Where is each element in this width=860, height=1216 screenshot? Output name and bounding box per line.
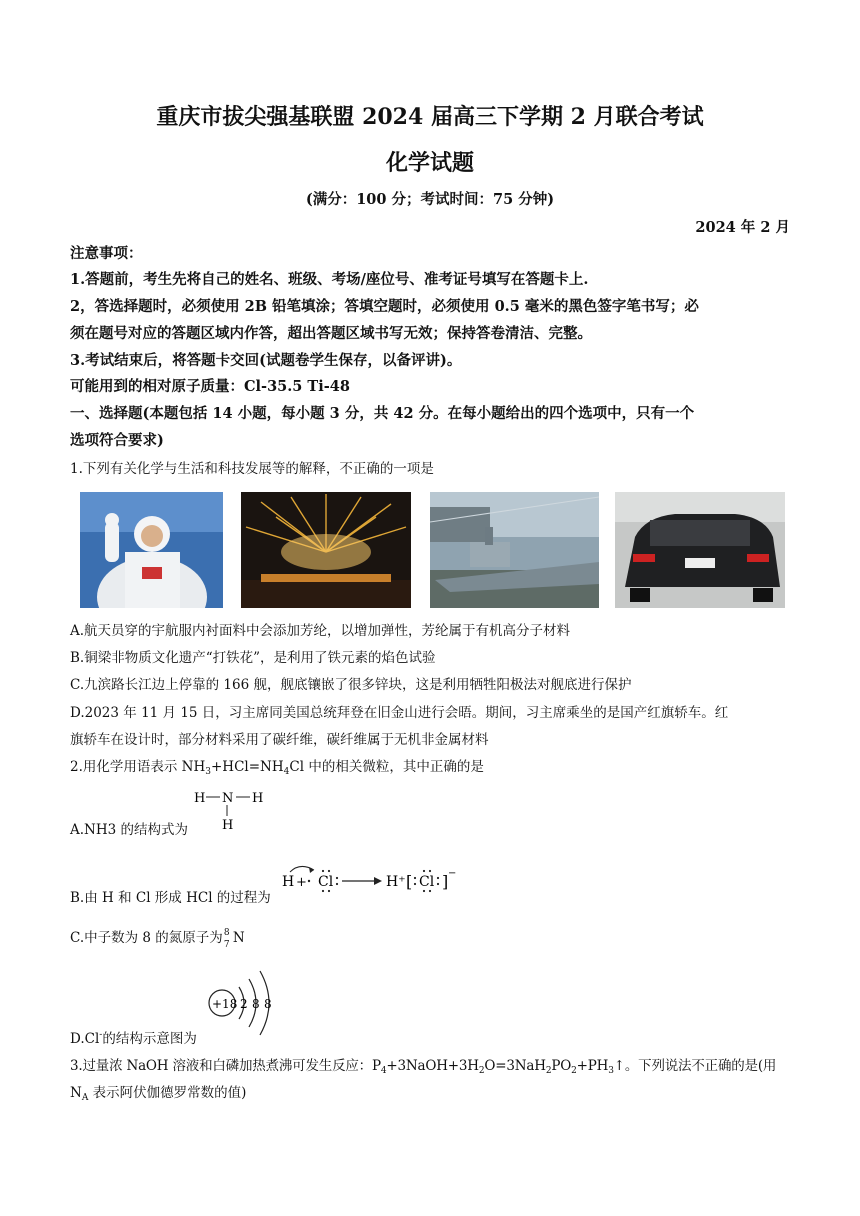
svg-text:[: [: [406, 872, 413, 891]
svg-text:Cl: Cl: [419, 874, 435, 890]
warship-photo: [430, 492, 599, 608]
exam-meta: (满分：100 分；考试时间：75 分钟): [305, 191, 555, 208]
q1-option-b: B.铜梁非物质文化遗产“打铁花”，是利用了铁元素的焰色试验: [70, 650, 436, 666]
section-1-line-1: 一、选择题(本题包括 14 小题，每小题 3 分，共 42 分。在每小题给出的四个选项中，只有一个: [70, 405, 695, 422]
q1-option-c: C.九滨路长江边上停靠的 166 舰，舰底镶嵌了很多锌块，这是利用牺牲阳极法对舰底进行保护: [70, 677, 632, 693]
svg-text:H: H: [222, 818, 234, 833]
q3-stem-line-2: $N_A$ 表示阿伏伽德罗常数的值): [70, 1085, 247, 1103]
svg-text:8: 8: [252, 997, 260, 1011]
astronaut-photo: [80, 492, 223, 608]
section-1-line-2: 选项符合要求): [70, 432, 164, 449]
svg-text:]: ]: [442, 872, 449, 891]
q2-option-a: A.NH3 的结构式为: [70, 822, 189, 838]
q2-option-c: C.中子数为 8 的氮原子为 8 7 N: [70, 928, 245, 950]
q2-option-d: D.Cl-的结构示意图为: [70, 1030, 197, 1047]
svg-text:Cl: Cl: [318, 874, 334, 890]
svg-text:H: H: [282, 874, 295, 890]
svg-text:H⁺: H⁺: [386, 874, 406, 890]
note-item-2-line-1: 2，答选择题时，必须使用 2B 铅笔填涂；答填空题时，必须使用 0.5 毫米的黑色签字笔书写；必: [70, 298, 699, 315]
svg-text:2: 2: [240, 997, 248, 1011]
note-item-2-line-2: 须在题号对应的答题区域内作答，超出答题区域书写无效；保持答卷清洁、完整。: [70, 325, 592, 342]
exam-date: 2024 年 2 月: [695, 219, 790, 236]
q1-option-a: A.航天员穿的宇航服内衬面料中会添加芳纶，以增加弹性，芳纶属于有机高分子材料: [70, 623, 571, 639]
q1-stem: 1.下列有关化学与生活和科技发展等的解释，不正确的一项是: [70, 461, 434, 477]
subject-title: 化学试题: [385, 150, 474, 176]
q2-stem: 2.用化学用语表示 $NH_3+HCl=NH_4Cl$ 中的相关微粒，其中正确的是: [70, 759, 484, 777]
atomic-mass-line: 可能用到的相对原子质量：Cl-35.5 Ti-48: [70, 378, 350, 395]
q1-photo-row: [80, 492, 785, 608]
svg-text:+18: +18: [212, 997, 238, 1011]
q1-option-d-line-2: 旗轿车在设计时，部分材料采用了碳纤维，碳纤维属于无机非金属材料: [70, 732, 489, 748]
svg-text:H: H: [194, 791, 206, 806]
svg-text:−: −: [448, 868, 457, 879]
notes-heading: 注意事项：: [70, 245, 143, 262]
note-item-3: 3.考试结束后，将答题卡交回(试题卷学生保存，以备评讲)。: [70, 352, 462, 369]
car-photo: [615, 492, 785, 608]
q1-option-d-line-1: D.2023 年 11 月 15 日，习主席同美国总统拜登在旧金山进行会晤。期间，习主席乘坐的是国产红旗轿车。红: [70, 705, 729, 721]
svg-text:N: N: [222, 791, 234, 806]
fireworks-photo: [241, 492, 411, 608]
note-item-1: 1.答题前，考生先将自己的姓名、班级、考场/座位号、准考证号填写在答题卡上.: [70, 271, 589, 288]
svg-text:8: 8: [264, 997, 272, 1011]
svg-text:+: +: [296, 875, 307, 890]
svg-text:H: H: [252, 791, 264, 806]
q2-option-b: B.由 H 和 Cl 形成 HCl 的过程为: [70, 890, 271, 906]
q3-stem-line-1: 3.过量浓 NaOH 溶液和白磷加热煮沸可发生反应：$P_4+3NaOH+3H_2O=3NaH_2PO_2+PH_3↑$。下列说法不正确的是(用: [70, 1058, 777, 1076]
exam-title: 重庆市拔尖强基联盟 2024 届高三下学期 2 月联合考试: [156, 104, 704, 130]
